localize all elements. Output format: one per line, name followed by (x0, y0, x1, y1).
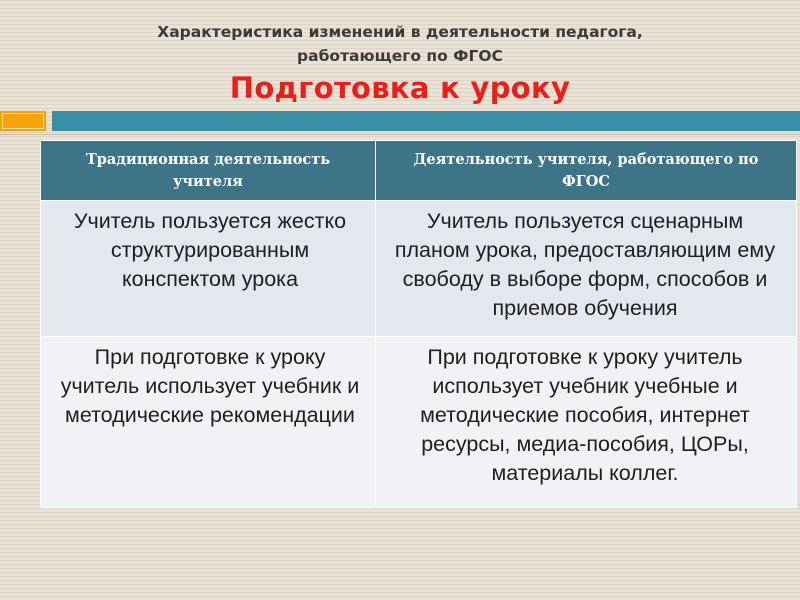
header-fgos: Деятельность учителя, работающего по ФГОС (376, 141, 797, 201)
divider-line (0, 134, 800, 135)
subtitle-line-1: Характеристика изменений в деятельности педагога, (157, 23, 643, 41)
cell-fgos-plan: Учитель пользуется сценарным планом урока, предоставляющим ему свободу в выборе форм, способов и приемов обучения (376, 201, 797, 337)
table-row (41, 201, 797, 337)
comparison-table (40, 140, 797, 508)
title-block (0, 20, 800, 106)
slide-subtitle (0, 20, 800, 68)
subtitle-line-2: работающего по ФГОС (297, 47, 503, 65)
slide-title: Подготовка к уроку (229, 71, 571, 105)
table-header-row (41, 141, 797, 201)
cell-traditional-materials: При подготовке к уроку учитель использует учебник и методические рекомендации (41, 337, 376, 508)
table-row (41, 337, 797, 508)
gold-accent-bar-inner (2, 113, 44, 129)
cell-traditional-plan: Учитель пользуется жестко структурированным конспектом урока (41, 201, 376, 337)
header-traditional: Традиционная деятельность учителя (41, 141, 376, 201)
teal-accent-bar (52, 111, 800, 131)
cell-fgos-materials: При подготовке к уроку учитель использует учебник учебные и методические пособия, интернет ресурсы, медиа-пособия, ЦОРы, материалы коллег. (376, 337, 797, 508)
